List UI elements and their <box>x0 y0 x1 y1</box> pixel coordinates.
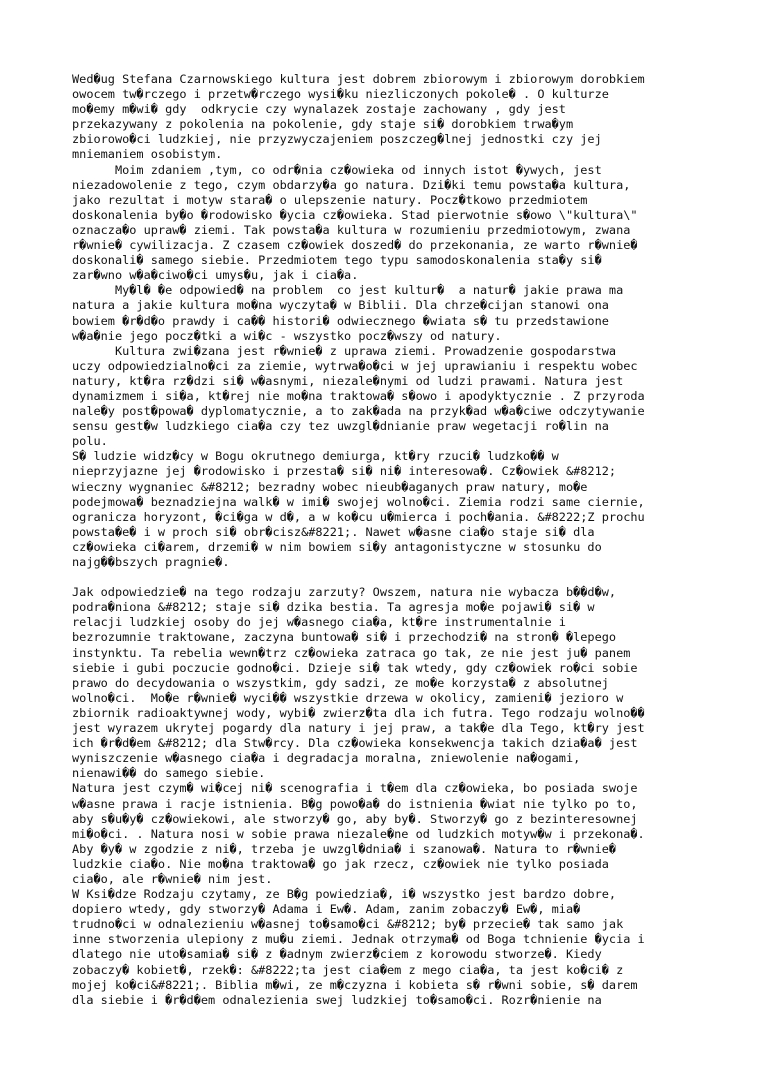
text-line: jest wyrazem ukrytej pogardy dla natury i jej praw, a tak�e dla Tego, kt�ry jest <box>72 721 645 736</box>
text-line: natury, kt�ra rz�dzi si� w�asnymi, niezale�nymi od ludzi prawami. Natura jest <box>72 373 624 388</box>
text-line: w�asne prawa i racje istnienia. B�g powo�a� do istnienia �wiat nie tylko po to, <box>72 796 638 811</box>
text-line: oznacza�o upraw� ziemi. Tak powsta�a kultura w rozumieniu przedmiotowym, zwana <box>72 222 631 237</box>
text-line: Wed�ug Stefana Czarnowskiego kultura jest dobrem zbiorowym i zbiorowym dorobkiem <box>72 72 645 86</box>
text-line: zbiorowo�ci ludzkiej, nie przyzwyczajeniem poszczeg�lnej jednostki czy jej <box>72 132 602 147</box>
text-line: sensu gest�w ludzkiego cia�a czy tez uwzgl�dnianie praw wegetacji ro�lin na <box>72 419 609 434</box>
document-body-text <box>72 72 712 1008</box>
text-line: prawo do decydowania o wszystkim, gdy sadzi, ze mo�e korzysta� z absolutnej <box>72 675 609 690</box>
text-line: uczy odpowiedzialno�ci za ziemie, wytrwa�o�ci w jej uprawianiu i respektu wobec <box>72 358 638 373</box>
text-line: aby s�u�y� cz�owiekowi, ale stworzy� go, aby by�. Stworzy� go z bezinteresownej <box>72 811 638 826</box>
text-line: nieprzyjazne jej �rodowisko i przesta� si� ni� interesowa�. Cz�owiek &#8212; <box>72 464 617 479</box>
text-line: zobaczy� kobiet�, rzek�: &#8222;ta jest cia�em z mego cia�a, ta jest ko�ci� z <box>72 962 624 977</box>
text-line: zar�wno w�a�ciwo�ci umys�u, jak i cia�a. <box>72 268 359 283</box>
text-line: Natura jest czym� wi�cej ni� scenografia i t�em dla cz�owieka, bo posiada swoje <box>72 781 638 796</box>
text-line: dynamizmem i si�a, kt�rej nie mo�na traktowa� s�owo i apodyktycznie . Z przyroda <box>72 388 645 403</box>
text-line: wyniszczenie w�asnego cia�a i degradacja moralna, zniewolenie na�ogami, <box>72 751 581 766</box>
text-line: mi�o�ci. . Natura nosi w sobie prawa niezale�ne od ludzkich motyw�w i przekona�. <box>72 826 645 841</box>
text-line: Moim zdaniem ,tym, co odr�nia cz�owieka od innych istot �ywych, jest <box>72 162 602 177</box>
text-line: Kultura zwi�zana jest r�wnie� z uprawa ziemi. Prowadzenie gospodarstwa <box>72 343 617 358</box>
text-line: jako rezultat i motyw stara� o ulepszenie natury. Pocz�tkowo przedmiotem <box>72 192 588 207</box>
text-line: nienawi�� do samego siebie. <box>72 766 266 781</box>
text-line: bezrozumnie traktowane, zaczyna buntowa� si� i przechodzi� na stron� �lepego <box>72 630 617 645</box>
text-line: instynktu. Ta rebelia wewn�trz cz�owieka zatraca go tak, ze nie jest ju� panem <box>72 645 631 660</box>
text-line: zbiornik radioaktywnej wody, wybi� zwierz�ta dla ich futra. Tego rodzaju wolno�� <box>72 705 645 720</box>
text-line: niezadowolenie z tego, czym obdarzy�a go natura. Dzi�ki temu powsta�a kultura, <box>72 177 631 192</box>
text-line: relacji ludzkiej osoby do jej w�asnego cia�a, kt�re instrumentalnie i <box>72 615 566 630</box>
text-line: Jak odpowiedzie� na tego rodzaju zarzuty? Owszem, natura nie wybacza b��d�w, <box>72 585 617 600</box>
text-line: Aby �y� w zgodzie z ni�, trzeba je uwzgl�dnia� i szanowa�. Natura to r�wnie� <box>72 841 617 856</box>
text-line: inne stworzenia ulepiony z mu�u ziemi. Jednak otrzyma� od Boga tchnienie �ycia i <box>72 932 645 947</box>
text-line: podejmowa� beznadziejna walk� w imi� swojej wolno�ci. Ziemia rodzi same ciernie, <box>72 494 645 509</box>
text-line: doskonalenia by�o �rodowisko �ycia cz�owieka. Stad pierwotnie s�owo \"kultura\" <box>72 207 638 222</box>
text-line: natura a jakie kultura mo�na wyczyta� w Biblii. Dla chrze�cijan stanowi ona <box>72 298 609 313</box>
text-line: dla siebie i �r�d�em odnalezienia swej ludzkiej to�samo�ci. Rozr�nienie na <box>72 992 602 1007</box>
text-line: ludzkie cia�o. Nie mo�na traktowa� go jak rzecz, cz�owiek nie tylko posiada <box>72 856 609 871</box>
text-line <box>72 570 712 585</box>
text-line: wolno�ci. Mo�e r�wnie� wyci�� wszystkie drzewa w okolicy, zamieni� jezioro w <box>72 690 624 705</box>
text-line: dopiero wtedy, gdy stworzy� Adama i Ew�. Adam, zanim zobaczy� Ew�, mia� <box>72 902 581 917</box>
text-line: owocem tw�rczego i przetw�rczego wysi�ku niezliczonych pokole� . O kulturze <box>72 87 609 102</box>
text-line: wieczny wygnaniec &#8212; bezradny wobec nieub�aganych praw natury, mo�e <box>72 479 588 494</box>
text-line: cia�o, ale r�wnie� nim jest. <box>72 871 273 886</box>
text-line: mojej ko�ci&#8221;. Biblia m�wi, ze m�czyzna i kobieta s� r�wni sobie, s� darem <box>72 977 638 992</box>
text-line: trudno�ci w odnalezieniu w�asnej to�samo�ci &#8212; by� przecie� tak samo jak <box>72 917 624 932</box>
text-line: r�wnie� cywilizacja. Z czasem cz�owiek doszed� do przekonania, ze warto r�wnie� <box>72 238 638 253</box>
text-line: polu. <box>72 434 108 449</box>
text-line: ich �r�d�em &#8212; dla Stw�rcy. Dla cz�owieka konsekwencja takich dzia�a� jest <box>72 736 638 751</box>
text-line: cz�owieka ci�arem, drzemi� w nim bowiem si�y antagonistyczne w stosunku do <box>72 539 602 554</box>
text-line: mo�emy m�wi� gdy odkrycie czy wynalazek zostaje zachowany , gdy jest <box>72 102 566 117</box>
text-line: W Ksi�dze Rodzaju czytamy, ze B�g powiedzia�, i� wszystko jest bardzo dobre, <box>72 887 617 902</box>
text-line: ogranicza horyzont, �ci�ga w d�, a w ko�cu u�mierca i poch�ania. &#8222;Z prochu <box>72 509 645 524</box>
text-line: mniemaniem osobistym. <box>72 147 223 162</box>
text-line: najg��bszych pragnie�. <box>72 555 230 569</box>
text-line: przekazywany z pokolenia na pokolenie, gdy staje si� dorobkiem trwa�ym <box>72 117 574 132</box>
text-line: bowiem �r�d�o prawdy i ca�� histori� odwiecznego �wiata s� tu przedstawione <box>72 313 609 328</box>
text-line: nale�y post�powa� dyplomatycznie, a to zak�ada na przyk�ad w�a�ciwe odczytywanie <box>72 404 645 419</box>
text-line: w�a�nie jego pocz�tki a wi�c - wszystko pocz�wszy od natury. <box>72 328 502 343</box>
text-line: siebie i gubi poczucie godno�ci. Dzieje si� tak wtedy, gdy cz�owiek ro�ci sobie <box>72 660 638 675</box>
text-line: My�l� �e odpowied� na problem co jest kultur� a natur� jakie prawa ma <box>72 283 624 298</box>
text-line: powsta�e� i w proch si� obr�cisz&#8221;. Nawet w�asne cia�o staje si� dla <box>72 524 595 539</box>
text-line: podra�niona &#8212; staje si� dzika bestia. Ta agresja mo�e pojawi� si� w <box>72 600 595 615</box>
text-line: doskonali� samego siebie. Przedmiotem tego typu samodoskonalenia sta�y si� <box>72 253 602 268</box>
text-line: S� ludzie widz�cy w Bogu okrutnego demiurga, kt�ry rzuci� ludzko�� w <box>72 449 559 464</box>
text-line: dlatego nie uto�samia� si� z �adnym zwierz�ciem z korowodu stworze�. Kiedy <box>72 947 602 962</box>
